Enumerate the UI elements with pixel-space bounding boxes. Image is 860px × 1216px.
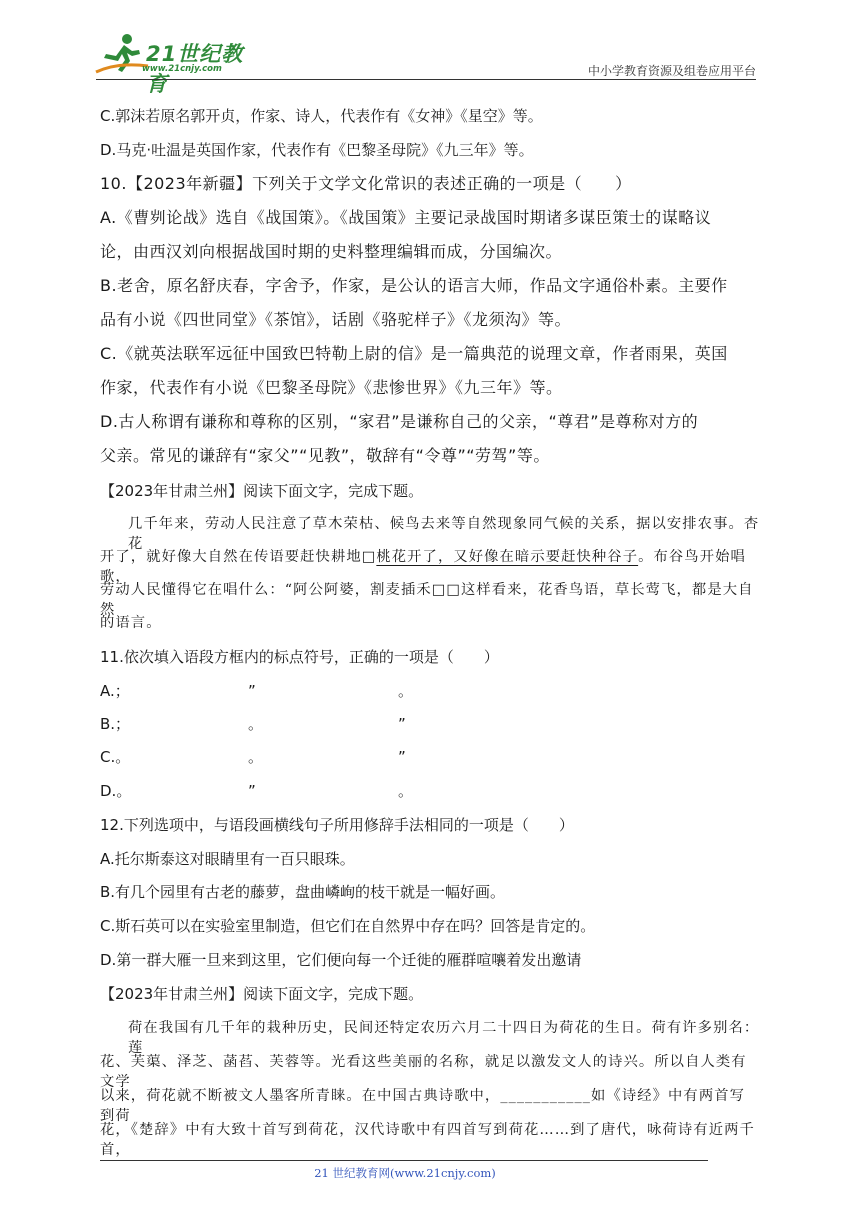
q11-option-a xyxy=(100,680,760,702)
option-label: D.。 xyxy=(100,782,132,800)
option-mark-2: 。 xyxy=(398,782,414,800)
q12-option-c: C.斯石英可以在实验室里制造，但它们在自然界中存在吗？回答是肯定的。 xyxy=(100,917,596,935)
passage2-line1: 荷在我国有几千年的栽种历史，民间还特定农历六月二十四日为荷花的生日。荷有许多别名：莲 xyxy=(128,1020,760,1056)
q10-option-a-line2: 论，由西汉刘向根据战国时期的史料整理编辑而成，分国编次。 xyxy=(100,242,563,261)
passage1-line2-end: 。布谷鸟开始唱歌， xyxy=(100,549,746,585)
option-c-guo: C.郭沫若原名郭开贞，作家、诗人，代表作有《女神》《星空》等。 xyxy=(100,107,543,125)
platform-title: 中小学教育资源及组卷应用平台 xyxy=(587,64,756,78)
brand-url: www.21cnjy.com xyxy=(142,64,222,74)
brand-name: 21世纪教育 xyxy=(146,42,244,96)
q10-stem: 10.【2023年新疆】下列关于文学文化常识的表述正确的一项是（ ） xyxy=(100,174,632,193)
footer-link[interactable]: 21 世纪教育网(www.21cnjy.com) xyxy=(314,1166,496,1180)
q10-option-d-line1: D.古人称谓有谦称和尊称的区别，“家君”是谦称自己的父亲，“尊君”是尊称对方的 xyxy=(100,412,699,431)
passage1-line3-start: 劳动人民懂得它在唱什么：“阿公阿婆，割麦插禾 xyxy=(100,582,432,598)
q10-option-a-line1: A.《曹刿论战》选自《战国策》。《战国策》主要记录战国时期诸多谋臣策士的谋略议 xyxy=(100,208,712,227)
option-d-twain: D.马克·吐温是英国作家，代表作有《巴黎圣母院》《九三年》等。 xyxy=(100,141,534,159)
site-logo[interactable] xyxy=(94,32,264,96)
blank-box-2: □□ xyxy=(431,582,461,598)
option-mark-1: 。 xyxy=(248,748,264,766)
q10-option-d-line2: 父亲。常见的谦辞有“家父”“见教”，敬辞有“令尊”“劳驾”等。 xyxy=(100,446,550,465)
underlined-sentence: 桃花开了，又好像在暗示要赶快种谷子 xyxy=(376,549,639,565)
option-mark-1: ” xyxy=(248,782,256,800)
passage2-line3: 以来，荷花就不断被文人墨客所青睐。在中国古典诗歌中，___________如《诗经》中有两首写到荷 xyxy=(100,1088,746,1124)
passage1-line2-start: 开了，就好像大自然在传语要赶快耕地 xyxy=(100,549,362,565)
passage1-line4: 的语言。 xyxy=(100,615,162,631)
blank-box-1: □ xyxy=(361,549,377,565)
option-label: A.； xyxy=(100,682,130,700)
option-mark-1: 。 xyxy=(248,715,264,733)
q12-option-b: B.有几个园里有古老的藤萝，盘曲嶙峋的枝干就是一幅好画。 xyxy=(100,883,506,901)
q10-option-c-line1: C.《就英法联军远征中国致巴特勒上尉的信》是一篇典范的说理文章，作者雨果，英国 xyxy=(100,344,728,363)
q12-stem: 12.下列选项中，与语段画横线句子所用修辞手法相同的一项是（ ） xyxy=(100,816,574,834)
passage2-line2: 花、芙蕖、泽芝、菡萏、芙蓉等。光看这些美丽的名称，就足以激发文人的诗兴。所以自人类有文学 xyxy=(100,1054,747,1090)
header-divider xyxy=(96,79,756,80)
q12-option-d: D.第一群大雁一旦来到这里，它们便向每一个迁徙的雁群喧嚷着发出邀请 xyxy=(100,951,582,969)
option-label: C.。 xyxy=(100,748,131,766)
q10-option-b-line2: 品有小说《四世同堂》《茶馆》，话剧《骆驼样子》《龙须沟》等。 xyxy=(100,310,572,329)
option-mark-2: ” xyxy=(398,748,406,766)
passage1-line3-end: 这样看来，花香鸟语，草长莺飞，都是大自然 xyxy=(100,582,754,618)
passage1-heading: 【2023年甘肃兰州】阅读下面文字，完成下题。 xyxy=(100,482,424,500)
q10-option-c-line2: 作家，代表作有小说《巴黎圣母院》《悲惨世界》《九三年》等。 xyxy=(100,378,563,397)
option-label: B.； xyxy=(100,715,131,733)
q10-option-b-line1: B.老舍，原名舒庆春，字舍予，作家，是公认的语言大师，作品文字通俗朴素。主要作 xyxy=(100,276,728,295)
q11-option-b xyxy=(100,713,760,735)
q11-option-c xyxy=(100,746,760,768)
option-mark-1: ” xyxy=(248,682,256,700)
q11-option-d xyxy=(100,780,760,802)
passage2-line4: 花，《楚辞》中有大致十首写到荷花，汉代诗歌中有四首写到荷花……到了唐代，咏荷诗有近两千首， xyxy=(100,1122,755,1158)
option-mark-2: 。 xyxy=(398,682,414,700)
footer-divider xyxy=(100,1160,708,1161)
q11-stem: 11.依次填入语段方框内的标点符号，正确的一项是（ ） xyxy=(100,648,499,666)
option-mark-2: ” xyxy=(398,715,406,733)
passage2-heading: 【2023年甘肃兰州】阅读下面文字，完成下题。 xyxy=(100,985,424,1003)
passage1-line1: 几千年来，劳动人民注意了草木荣枯、候鸟去来等自然现象同气候的关系，据以安排农事。杏花 xyxy=(128,516,760,552)
q12-option-a: A.托尔斯泰这对眼睛里有一百只眼珠。 xyxy=(100,850,355,868)
